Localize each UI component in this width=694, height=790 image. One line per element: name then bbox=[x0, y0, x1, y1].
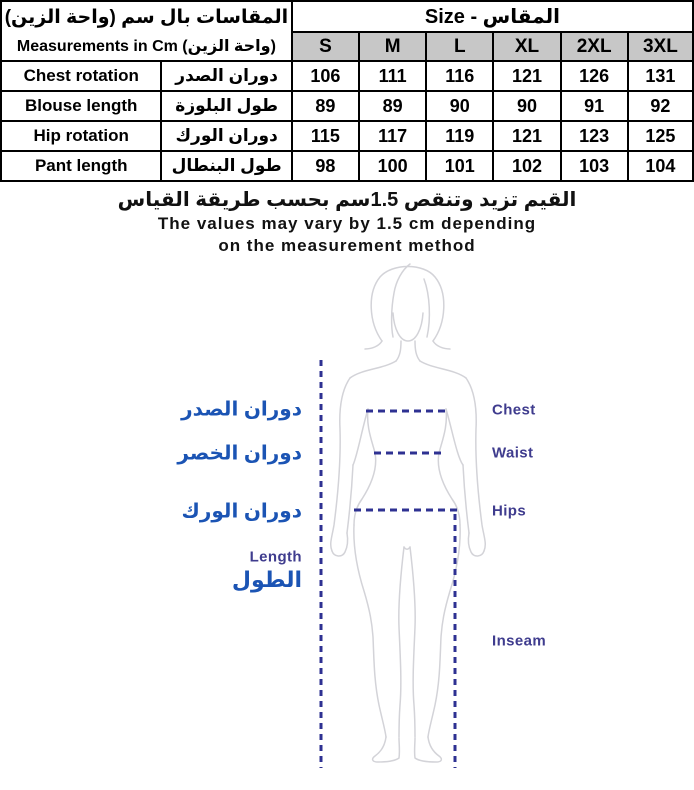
table-row-chest bbox=[1, 61, 693, 91]
length-label-arabic: الطول bbox=[231, 567, 302, 592]
corner-title-arabic: المقاسات بال سم (واحة الزين) bbox=[4, 6, 289, 28]
female-body-outline bbox=[331, 264, 486, 762]
variance-notice-english-line2: on the measurement method bbox=[218, 236, 476, 255]
corner-title-english: Measurements in Cm (واحة الزين) bbox=[16, 37, 276, 55]
chest-label-english: Chest bbox=[492, 401, 536, 419]
size-cell-m: M bbox=[359, 32, 426, 61]
cell-value: 119 bbox=[426, 121, 493, 151]
variance-notice-english-line1: The values may vary by 1.5 cm depending bbox=[157, 214, 537, 233]
cell-value: 90 bbox=[493, 91, 560, 121]
cell-value: 126 bbox=[561, 61, 628, 91]
cell-value: 103 bbox=[561, 151, 628, 181]
size-cell-xl: XL bbox=[493, 32, 560, 61]
cell-value: 104 bbox=[628, 151, 693, 181]
row-label-en: Hip rotation bbox=[1, 121, 161, 151]
cell-value: 90 bbox=[426, 91, 493, 121]
size-cell-l: L bbox=[426, 32, 493, 61]
measurement-diagram bbox=[0, 257, 694, 775]
hips-label-arabic: دوران الورك bbox=[181, 500, 302, 523]
variance-notice bbox=[0, 187, 694, 257]
waist-label-english: Waist bbox=[492, 444, 534, 462]
row-label-ar: دوران الورك bbox=[161, 121, 291, 151]
cell-value: 115 bbox=[292, 121, 359, 151]
cell-value: 100 bbox=[359, 151, 426, 181]
table-row-blouse bbox=[1, 91, 693, 121]
row-label-en: Pant length bbox=[1, 151, 161, 181]
cell-value: 101 bbox=[426, 151, 493, 181]
row-label-en: Blouse length bbox=[1, 91, 161, 121]
waist-label-arabic: دوران الخصر bbox=[177, 442, 302, 465]
cell-value: 89 bbox=[359, 91, 426, 121]
size-cell-2xl: 2XL bbox=[561, 32, 628, 61]
row-label-ar: طول البنطال bbox=[161, 151, 291, 181]
cell-value: 89 bbox=[292, 91, 359, 121]
chest-label-arabic: دوران الصدر bbox=[181, 398, 302, 421]
body-outline-and-measure-lines-graphic bbox=[0, 257, 694, 775]
cell-value: 121 bbox=[493, 121, 560, 151]
cell-value: 106 bbox=[292, 61, 359, 91]
table-row-hip bbox=[1, 121, 693, 151]
size-table bbox=[0, 0, 694, 182]
cell-value: 116 bbox=[426, 61, 493, 91]
cell-value: 111 bbox=[359, 61, 426, 91]
size-cell-3xl: 3XL bbox=[628, 32, 693, 61]
cell-value: 91 bbox=[561, 91, 628, 121]
row-label-ar: دوران الصدر bbox=[161, 61, 291, 91]
measurement-dashed-lines bbox=[321, 360, 458, 768]
variance-notice-arabic: القيم تزيد وتنقص 1.5سم بحسب طريقة القياس bbox=[117, 189, 577, 211]
cell-value: 123 bbox=[561, 121, 628, 151]
cell-value: 117 bbox=[359, 121, 426, 151]
table-row-pant bbox=[1, 151, 693, 181]
size-cell-s: S bbox=[292, 32, 359, 61]
row-label-ar: طول البلوزة bbox=[161, 91, 291, 121]
cell-value: 98 bbox=[292, 151, 359, 181]
cell-value: 125 bbox=[628, 121, 693, 151]
row-label-en: Chest rotation bbox=[1, 61, 161, 91]
hips-label-english: Hips bbox=[492, 502, 527, 520]
inseam-label-english: Inseam bbox=[492, 632, 547, 650]
size-header-cell: Size - المقاس bbox=[292, 1, 693, 32]
length-label-english: Length bbox=[249, 548, 302, 566]
cell-value: 121 bbox=[493, 61, 560, 91]
cell-value: 92 bbox=[628, 91, 693, 121]
cell-value: 131 bbox=[628, 61, 693, 91]
cell-value: 102 bbox=[493, 151, 560, 181]
table-corner-cell bbox=[1, 1, 292, 61]
